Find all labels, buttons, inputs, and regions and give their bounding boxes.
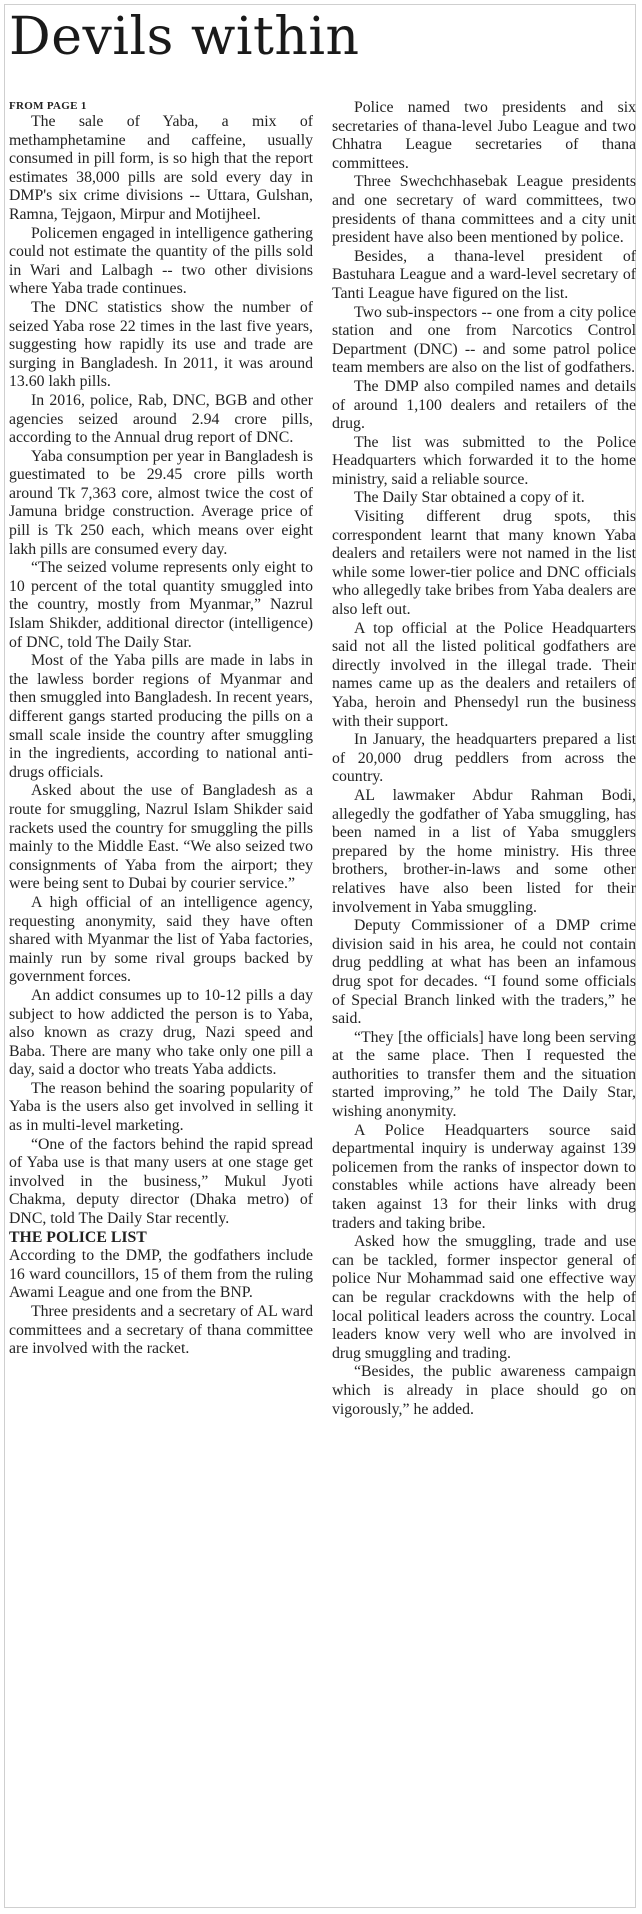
- paragraph: According to the DMP, the godfathers include 16 ward councillors, 15 of them from the ruling Awami League and one from the BNP.: [9, 1247, 313, 1302]
- paragraph: “The seized volume represents only eight to 10 percent of the total quantity smuggled into the country, mostly from Myanmar,” Nazrul Islam Shikder, additional director (intelligence) of DNC, told The Daily Star.: [9, 559, 313, 651]
- paragraph: The DNC statistics show the number of seized Yaba rose 22 times in the last five years, suggesting how rapidly its use and trade are surging in Bangladesh. In 2011, it was around 13.60 lakh pills.: [9, 298, 313, 391]
- paragraph: Police named two presidents and six secretaries of thana-level Jubo League and two Chhatra League secretaries of thana committees.: [332, 99, 636, 172]
- paragraph: Besides, a thana-level president of Bastuhara League and a ward-level secretary of Tanti League have figured on the list.: [332, 247, 636, 302]
- paragraph: Two sub-inspectors -- one from a city police station and one from Narcotics Control Department (DNC) -- and some patrol police team members are also on the list of godfathers.: [332, 303, 636, 377]
- paragraph: Asked about the use of Bangladesh as a route for smuggling, Nazrul Islam Shikder said rackets used the country for smuggling the pills mainly to the Middle East. “We also seized two consignments of Yaba from the airport; they were being sent to Dubai by courier service.”: [9, 782, 313, 893]
- right-column-body: [332, 99, 636, 1419]
- paragraph: Visiting different drug spots, this correspondent learnt that many known Yaba dealers and retailers were not named in the list while some lower-tier police and DNC officials who allegedly take bribes from Yaba dealers are also left out.: [332, 508, 636, 619]
- article-column-left: [9, 99, 313, 1359]
- paragraph: The DMP also compiled names and details of around 1,100 dealers and retailers of the drug.: [332, 377, 636, 433]
- article-headline: Devils within: [9, 7, 360, 67]
- paragraph: In 2016, police, Rab, DNC, BGB and other agencies seized around 2.94 crore pills, according to the Annual drug report of DNC.: [9, 391, 313, 447]
- paragraph: The Daily Star obtained a copy of it.: [354, 489, 585, 507]
- section-subhead: THE POLICE LIST: [9, 1228, 147, 1246]
- paragraph: Most of the Yaba pills are made in labs in the lawless border regions of Myanmar and then smuggled into Bangladesh. In recent years, different gangs started producing the pills on a small scale inside the country after smuggling in the ingredients, according to national anti-drugs officials.: [9, 652, 313, 781]
- paragraph: An addict consumes up to 10-12 pills a day subject to how addicted the person is to Yaba, also known as crazy drug, Nazi speed and Baba. There are many who take only one pill a day, said a doctor who treats Yaba addicts.: [9, 986, 313, 1079]
- paragraph: The reason behind the soaring popularity of Yaba is the users also get involved in selling it as in multi-level marketing.: [9, 1079, 313, 1135]
- paragraph: The list was submitted to the Police Headquarters which forwarded it to the home ministry, said a reliable source.: [332, 433, 636, 488]
- paragraph: A top official at the Police Headquarters said not all the listed political godfathers are directly involved in the illegal trade. Their names came up as the dealers and retailers of Yaba, heroin and Phensedyl run the business with their support.: [332, 619, 636, 730]
- paragraph: “One of the factors behind the rapid spread of Yaba use is that many users at one stage get involved in the business,” Mukul Jyoti Chakma, deputy director (Dhaka metro) of DNC, told The Daily Star recently.: [9, 1135, 313, 1228]
- paragraph: Deputy Commissioner of a DMP crime division said in his area, he could not contain drug peddling at what has been an infamous drug spot for decades. “I found some officials of Special Branch linked with the traders,” he said.: [332, 917, 636, 1028]
- paragraph: The sale of Yaba, a mix of methamphetamine and caffeine, usually consumed in pill form, is so high that the report estimates 38,000 pills are sold every day in DMP's six crime divisions -- Uttara, Gulshan, Ramna, Tejgaon, Mirpur and Motijheel.: [9, 113, 313, 223]
- paragraph: “Besides, the public awareness campaign which is already in place should go on vigorously,” he added.: [332, 1363, 636, 1418]
- paragraph: A high official of an intelligence agency, requesting anonymity, said they have often shared with Myanmar the list of Yaba factories, mainly run by some rival groups backed by government forces.: [9, 893, 313, 986]
- dateline: FROM PAGE 1: [9, 100, 87, 112]
- paragraph: Policemen engaged in intelligence gathering could not estimate the quantity of the pills sold in Wari and Lalbagh -- two other divisions where Yaba trade continues.: [9, 224, 313, 298]
- paragraph: Yaba consumption per year in Bangladesh is guestimated to be 29.45 crore pills worth around Tk 7,363 core, almost twice the cost of Jamuna bridge construction. Average price of pill is Tk 250 each, which means over eight lakh pills are consumed every day.: [9, 447, 313, 558]
- paragraph: Asked how the smuggling, trade and use can be tackled, former inspector general of police Nur Mohammad said one effective way can be regular crackdowns with the help of local political leaders across the country. Local leaders know very well who are involved in drug smuggling and trading.: [332, 1233, 636, 1362]
- left-column-body: [9, 113, 313, 1229]
- paragraph: Three presidents and a secretary of AL ward committees and a secretary of thana committee are involved with the racket.: [9, 1303, 313, 1358]
- paragraph: AL lawmaker Abdur Rahman Bodi, allegedly the godfather of Yaba smuggling, has been named in a list of Yaba smugglers prepared by the home ministry. His three brothers, brother-in-laws and some other relatives have also been listed for their involvement in Yaba smuggling.: [332, 786, 636, 916]
- paragraph: In January, the headquarters prepared a list of 20,000 drug peddlers from across the country.: [332, 731, 636, 786]
- paragraph: Three Swechchhasebak League presidents and one secretary of ward committees, two presidents of thana committees and a city unit president have also been mentioned by police.: [332, 173, 636, 247]
- paragraph: “They [the officials] have long been serving at the same place. Then I requested the authorities to transfer them and the situation started improving,” he told The Daily Star, wishing anonymity.: [332, 1028, 636, 1121]
- newspaper-clipping: [4, 4, 636, 1908]
- paragraph: A Police Headquarters source said departmental inquiry is underway against 139 policemen from the ranks of inspector down to constables while actions have already been taken against 13 for their links with drug traders and taking bribe.: [332, 1121, 636, 1232]
- article-column-right: [332, 99, 636, 1419]
